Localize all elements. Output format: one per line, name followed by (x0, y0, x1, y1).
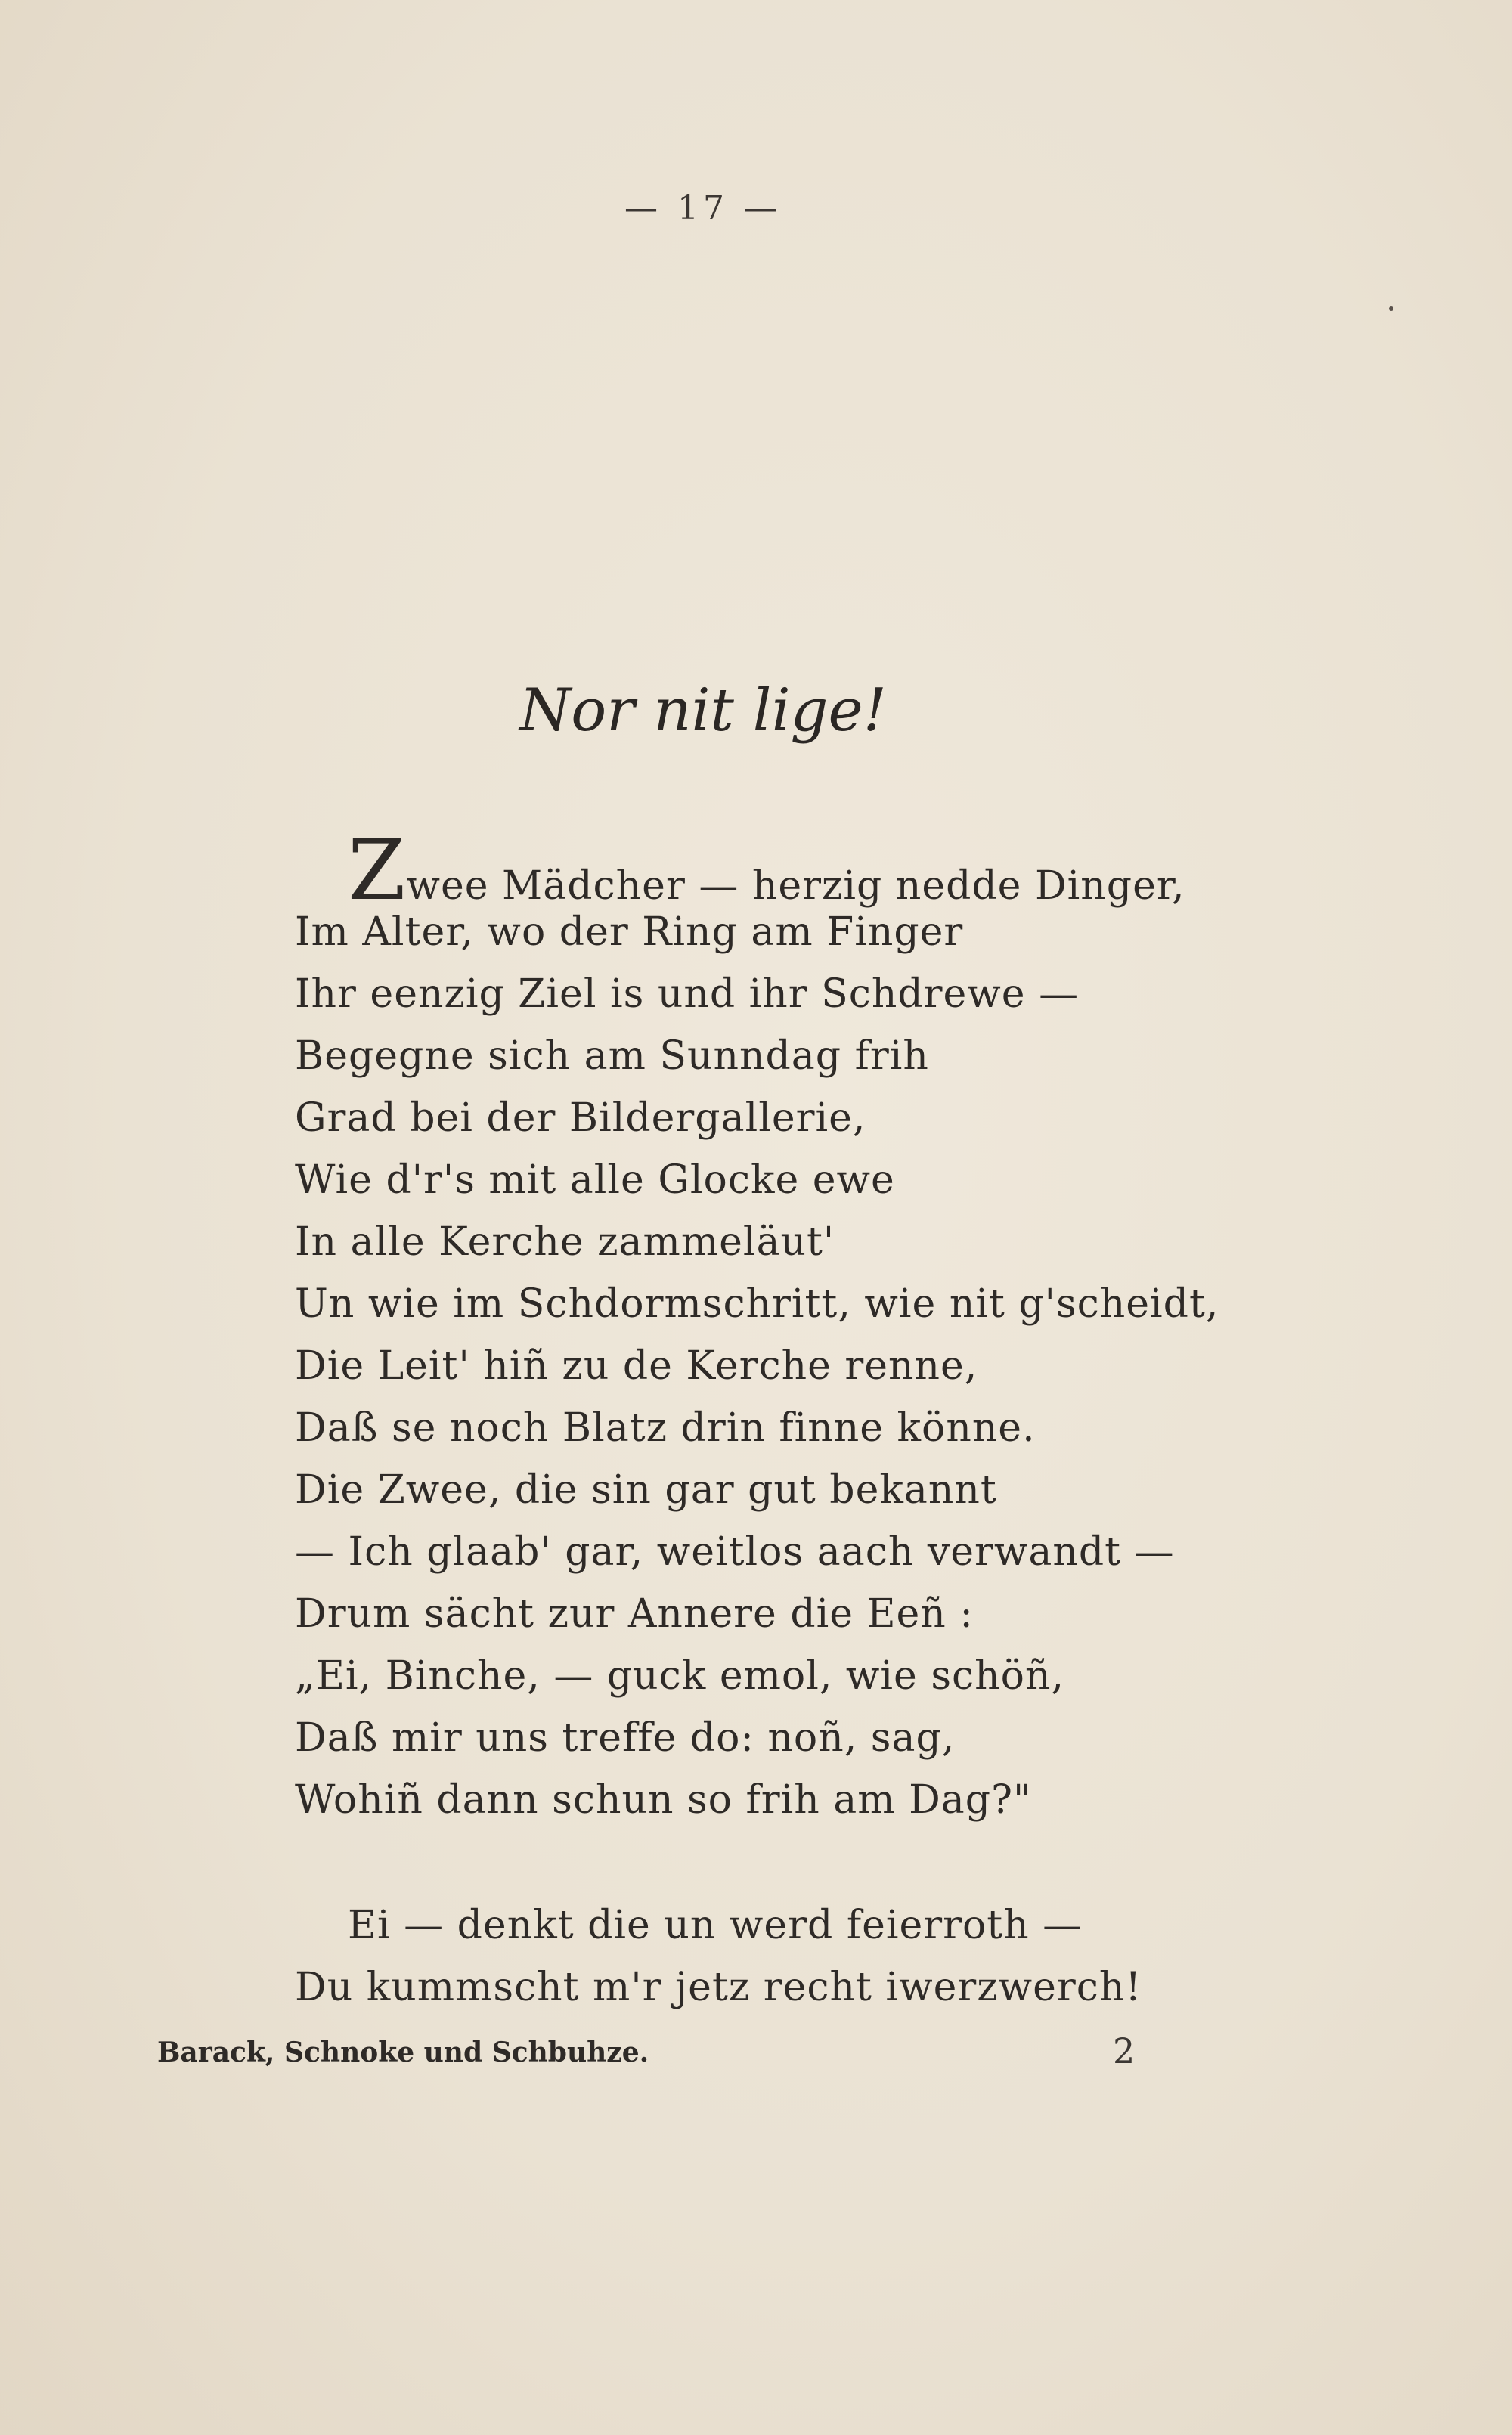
poem-line: Daß se noch Blatz drin finne könne. (295, 1405, 1036, 1451)
poem-line: Wohiñ dann schun so frih am Dag?" (295, 1777, 1032, 1823)
poem-line: Die Zwee, die sin gar gut bekannt (295, 1467, 997, 1513)
page-number: — 17 — (624, 189, 782, 228)
poem-title: Nor nit lige! (519, 677, 887, 745)
ink-speck (1389, 306, 1393, 311)
poem-line: Un wie im Schdormschritt, wie nit g'scheidt, (295, 1281, 1219, 1327)
poem-line: Daß mir uns treffe do: noñ, sag, (295, 1715, 956, 1761)
poem-body (295, 822, 1263, 2018)
poem-line: Ei — denkt die un werd feierroth — (348, 1903, 1083, 1948)
poem-line: Du kummscht m'r jetz recht iwerzwerch! (295, 1965, 1142, 2010)
signature-mark: 2 (1113, 2031, 1136, 2071)
stanza-2 (295, 1894, 1263, 2018)
poem-line: Im Alter, wo der Ring am Finger (295, 909, 964, 955)
poem-line: Drum sächt zur Annere die Eeñ : (295, 1591, 974, 1637)
poem-line: — Ich glaab' gar, weitlos aach verwandt — (295, 1529, 1175, 1575)
poem-line: Wie d'r's mit alle Glocke ewe (295, 1157, 895, 1203)
poem-line: Grad bei der Bildergallerie, (295, 1095, 866, 1141)
poem-line: Zwee Mädcher — herzig nedde Dinger, (348, 822, 1185, 919)
poem-line: In alle Kerche zammeläut' (295, 1219, 835, 1265)
poem-line: Die Leit' hiñ zu de Kerche renne, (295, 1343, 978, 1389)
stanza-1 (295, 822, 1263, 1831)
poem-line: Ihr eenzig Ziel is und ihr Schdrewe — (295, 971, 1080, 1017)
poem-line: Begegne sich am Sunndag frih (295, 1033, 929, 1079)
signature-line: Barack, Schnoke und Schbuhze. (157, 2037, 649, 2068)
stanza-gap (295, 1831, 1263, 1894)
poem-line: „Ei, Binche, — guck emol, wie schöñ, (295, 1653, 1064, 1699)
